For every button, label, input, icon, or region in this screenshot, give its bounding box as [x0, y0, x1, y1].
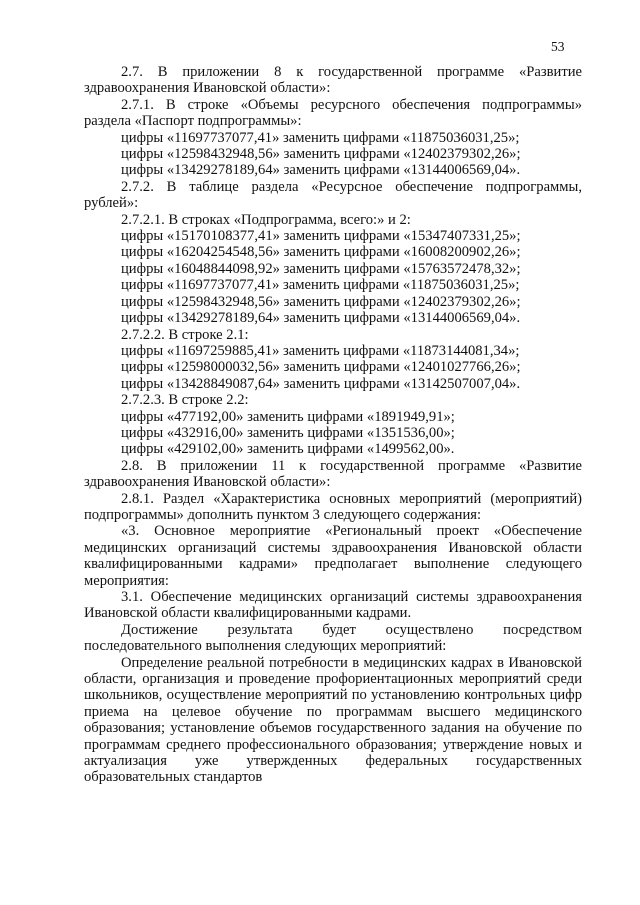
- paragraph: цифры «11697737077,41» заменить цифрами «11875036031,25»;: [121, 277, 520, 294]
- paragraph: 2.7.2. В таблице раздела «Ресурсное обеспечение подпрограммы, рублей»:: [84, 178, 582, 212]
- paragraph: 2.7.1. В строке «Объемы ресурсного обеспечения подпрограммы» раздела «Паспорт подпрограммы»:: [84, 96, 582, 130]
- page-number: 53: [551, 39, 565, 54]
- paragraph: цифры «16204254548,56» заменить цифрами «16008200902,26»;: [121, 244, 521, 261]
- document-body: [84, 64, 582, 786]
- paragraph: «3. Основное мероприятие «Региональный проект «Обеспечение медицинских организаций системы здравоохранения Ивановской области квалифицированными кадрами» предполагает выполнение следующего мероприятия:: [84, 523, 582, 589]
- paragraph: цифры «12598000032,56» заменить цифрами «12401027766,26»;: [121, 359, 521, 376]
- paragraph: 2.8. В приложении 11 к государственной программе «Развитие здравоохранения Ивановской области»:: [84, 457, 582, 491]
- paragraph: цифры «12598432948,56» заменить цифрами «12402379302,26»;: [121, 293, 521, 310]
- paragraph: цифры «429102,00» заменить цифрами «1499562,00».: [121, 441, 455, 458]
- paragraph: Определение реальной потребности в медицинских кадрах в Ивановской области, организация и проведение профориентационных мероприятий среди школьников, осуществление мероприятий по установлению контрольных цифр приема на целевое обучение по программам высшего медицинского образования; установление объемов государственного задания на обучение по программам среднего профессионального образования; утверждение новых и актуализация уже утвержденных федеральных государственных образовательных стандартов: [84, 654, 582, 786]
- paragraph: цифры «13428849087,64» заменить цифрами «13142507007,04».: [121, 375, 521, 392]
- paragraph: цифры «15170108377,41» заменить цифрами «15347407331,25»;: [121, 228, 521, 245]
- paragraph: цифры «11697259885,41» заменить цифрами «11873144081,34»;: [121, 342, 520, 359]
- paragraph: 2.7. В приложении 8 к государственной программе «Развитие здравоохранения Ивановской области»:: [84, 64, 582, 97]
- paragraph: 2.7.2.2. В строке 2.1:: [121, 326, 249, 343]
- paragraph: 2.7.2.1. В строках «Подпрограмма, всего:» и 2:: [121, 211, 411, 228]
- paragraph: цифры «11697737077,41» заменить цифрами «11875036031,25»;: [121, 129, 520, 146]
- paragraph: цифры «16048844098,92» заменить цифрами «15763572478,32»;: [121, 260, 521, 277]
- paragraph: Достижение результата будет осуществлено посредством последовательного выполнения следующих мероприятий:: [84, 621, 582, 655]
- paragraph: 2.7.2.3. В строке 2.2:: [121, 392, 249, 409]
- paragraph: цифры «13429278189,64» заменить цифрами «13144006569,04».: [121, 162, 521, 179]
- paragraph: цифры «12598432948,56» заменить цифрами «12402379302,26»;: [121, 146, 521, 163]
- paragraph: 3.1. Обеспечение медицинских организаций системы здравоохранения Ивановской области квалифицированными кадрами.: [84, 589, 582, 622]
- paragraph: цифры «432916,00» заменить цифрами «1351536,00»;: [121, 424, 455, 441]
- paragraph: цифры «477192,00» заменить цифрами «1891949,91»;: [121, 408, 455, 425]
- paragraph: 2.8.1. Раздел «Характеристика основных мероприятий (мероприятий) подпрограммы» дополнить пунктом 3 следующего содержания:: [84, 490, 582, 523]
- paragraph: цифры «13429278189,64» заменить цифрами «13144006569,04».: [121, 310, 521, 327]
